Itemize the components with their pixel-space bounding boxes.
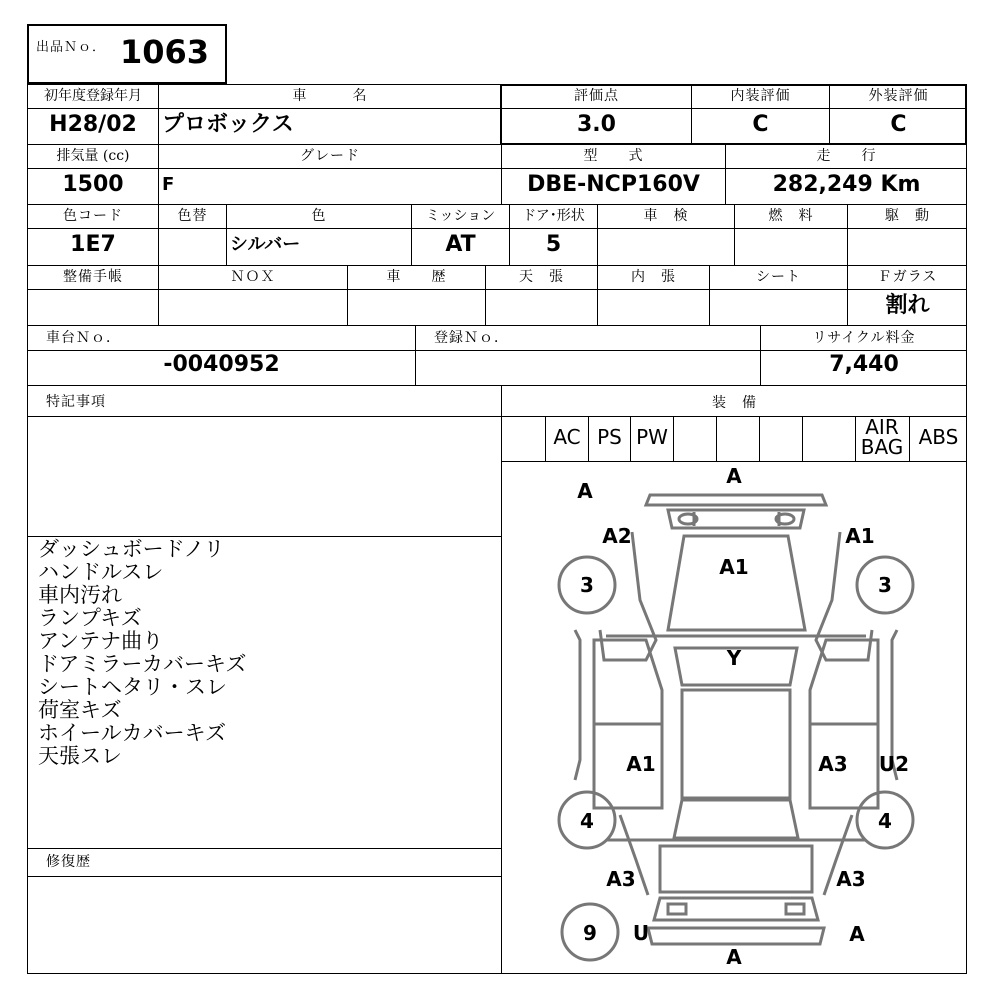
color-value: シルバー bbox=[230, 234, 301, 255]
model-label: 型 式 bbox=[583, 148, 644, 164]
equipment-pw: PW bbox=[636, 425, 668, 449]
exterior-value: C bbox=[890, 112, 907, 137]
recycle-value: 7,440 bbox=[829, 352, 899, 377]
grade-value: F bbox=[162, 174, 175, 195]
remark-item: ドアミラーカバーキズ bbox=[38, 652, 247, 676]
car-diagram bbox=[502, 462, 966, 973]
mission-label: ミッション bbox=[425, 208, 496, 224]
mark-front-right-fender: A1 bbox=[845, 524, 875, 548]
mark-left-side: A1 bbox=[626, 752, 656, 776]
remark-item: 天張スレ bbox=[38, 744, 122, 768]
model-value: DBE-NCP160V bbox=[527, 172, 700, 197]
mark-rear-right-quarter: A3 bbox=[836, 867, 866, 891]
remarks-list bbox=[38, 538, 247, 768]
recycle-label: リサイクル料金 bbox=[812, 330, 916, 346]
mark-rear-right: A bbox=[849, 922, 865, 946]
roof-label: 天 張 bbox=[519, 269, 564, 285]
lot-label: 出品Ｎｏ． bbox=[36, 40, 107, 55]
interior-label: 内装評価 bbox=[730, 88, 791, 104]
interior-value: C bbox=[752, 112, 769, 137]
mission-value: AT bbox=[445, 232, 476, 257]
remarks-label: 特記事項 bbox=[46, 394, 106, 410]
interior-trim-label: 内 張 bbox=[631, 269, 676, 285]
first-reg-label: 初年度登録年月 bbox=[44, 88, 142, 104]
remark-item: シートヘタリ・スレ bbox=[38, 675, 227, 699]
mark-rear-left-quarter: A3 bbox=[606, 867, 636, 891]
mark-front-left-tire: 3 bbox=[580, 573, 594, 597]
maintenance-label: 整備手帳 bbox=[63, 269, 123, 285]
score-value: 3.0 bbox=[577, 112, 616, 137]
nox-label: ＮＯＸ bbox=[230, 269, 276, 285]
color-code-value: 1E7 bbox=[70, 232, 116, 257]
car-name-label: 車 名 bbox=[292, 88, 368, 104]
fuel-label: 燃 料 bbox=[768, 208, 814, 224]
mark-front-left-fender: A2 bbox=[602, 524, 632, 548]
door-label: ドア･形状 bbox=[522, 208, 585, 224]
score-label: 評価点 bbox=[574, 88, 619, 104]
mark-right-rear-door: U2 bbox=[878, 752, 910, 776]
f-glass-label: Ｆガラス bbox=[877, 269, 938, 285]
equipment-ac: AC bbox=[553, 425, 581, 449]
chassis-value: -0040952 bbox=[163, 352, 280, 377]
color-code-label: 色コード bbox=[63, 208, 123, 224]
mark-roof: Y bbox=[726, 646, 742, 670]
mark-rear-left: U bbox=[632, 921, 650, 945]
remark-item: ダッシュボードノリ bbox=[38, 537, 225, 561]
chassis-label: 車台Ｎｏ． bbox=[46, 330, 121, 346]
color-change-label: 色替 bbox=[177, 208, 208, 224]
inspection-label: 車 検 bbox=[643, 208, 689, 224]
displacement-value: 1500 bbox=[62, 172, 124, 197]
door-value: 5 bbox=[545, 232, 562, 257]
lot-number: 1063 bbox=[120, 33, 210, 71]
remark-item: アンテナ曲り bbox=[38, 629, 164, 653]
car-name-value: プロボックス bbox=[162, 112, 294, 137]
first-reg-value: H28/02 bbox=[49, 112, 137, 137]
repair-label: 修復歴 bbox=[46, 854, 91, 870]
exterior-label: 外装評価 bbox=[868, 88, 929, 104]
history-label: 車 歴 bbox=[386, 269, 447, 285]
equipment-airbag: AIR BAG bbox=[860, 415, 904, 459]
mileage-label: 走 行 bbox=[816, 148, 877, 164]
mark-rear-bumper: A bbox=[726, 945, 742, 969]
equipment-label: 装 備 bbox=[712, 395, 757, 411]
mileage-value: 282,249 Km bbox=[772, 172, 921, 197]
seat-label: シート bbox=[756, 269, 801, 285]
mark-rear-left-tire: 4 bbox=[580, 809, 594, 833]
registration-label: 登録Ｎｏ． bbox=[434, 330, 509, 346]
f-glass-value: 割れ bbox=[885, 293, 930, 318]
mark-front-left-corner: A bbox=[577, 479, 593, 503]
mark-spare-tire: 9 bbox=[583, 921, 597, 945]
mark-front-right-tire: 3 bbox=[878, 573, 892, 597]
mark-rear-right-tire: 4 bbox=[878, 809, 892, 833]
color-label: 色 bbox=[311, 208, 327, 224]
grade-label: グレード bbox=[300, 148, 360, 164]
mark-hood: A1 bbox=[719, 555, 749, 579]
remark-item: ランプキズ bbox=[38, 606, 142, 630]
mark-right-side: A3 bbox=[818, 752, 848, 776]
displacement-label: 排気量 (cc) bbox=[56, 148, 130, 164]
remark-item: 荷室キズ bbox=[38, 698, 122, 722]
equipment-ps: PS bbox=[597, 425, 622, 449]
mark-front-bumper: A bbox=[726, 464, 742, 488]
remark-item: ハンドルスレ bbox=[38, 560, 164, 584]
drive-label: 駆 動 bbox=[885, 208, 930, 224]
remark-item: 車内汚れ bbox=[38, 583, 122, 607]
equipment-abs: ABS bbox=[918, 425, 959, 449]
remark-item: ホイールカバーキズ bbox=[38, 721, 227, 745]
